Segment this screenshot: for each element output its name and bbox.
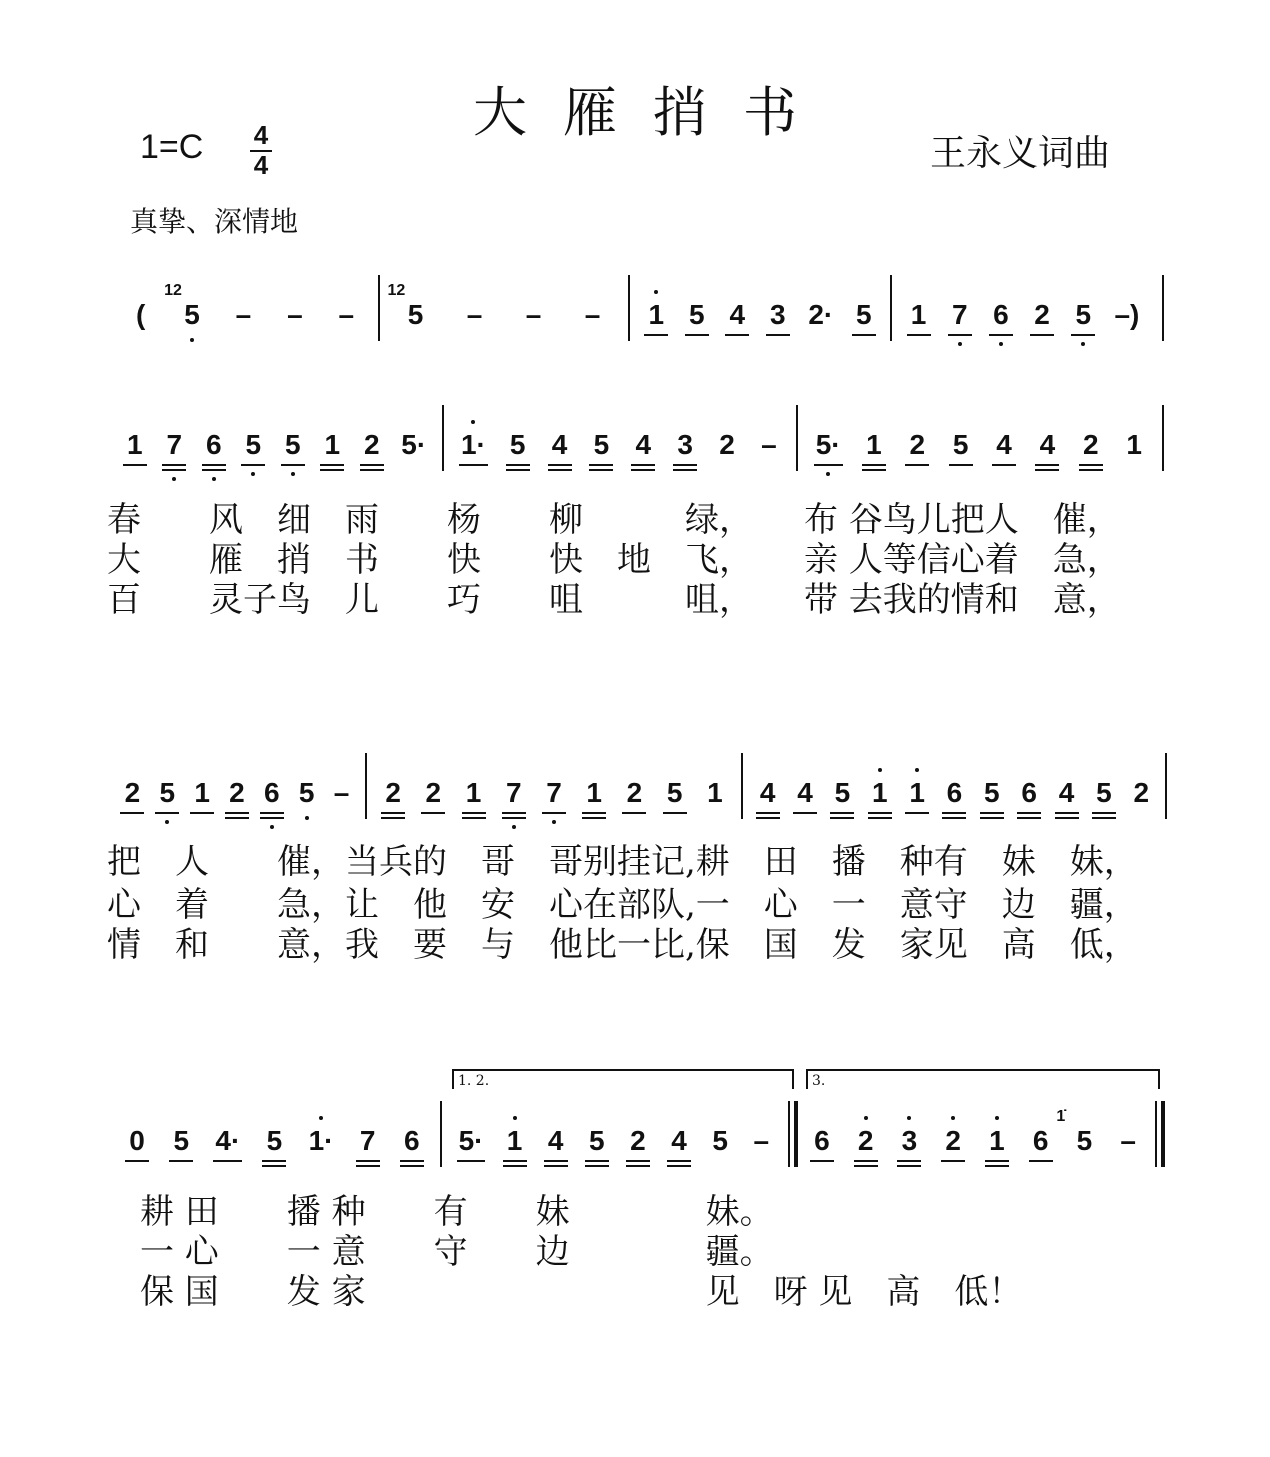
note — [907, 776, 927, 810]
note-digit: 7 — [546, 777, 562, 808]
low-octave-dot — [958, 342, 962, 346]
note — [587, 1124, 607, 1158]
measure — [450, 415, 790, 475]
note-digit: ( — [136, 299, 146, 330]
system-1 — [0, 282, 1270, 365]
barline — [378, 275, 380, 341]
composer: 王永义词曲 — [930, 133, 1111, 174]
note — [1019, 776, 1039, 810]
low-octave-dot — [291, 472, 295, 476]
note-digit: 5· — [458, 1125, 484, 1156]
note — [1114, 298, 1139, 332]
note-digit: – — [1120, 1125, 1136, 1156]
note — [987, 1124, 1007, 1158]
high-octave-dot — [878, 768, 882, 772]
note-digit: 2 — [385, 777, 401, 808]
note-digit: 5 — [589, 1125, 605, 1156]
barline — [1162, 405, 1164, 471]
note — [727, 298, 747, 332]
note-digit: 2 — [630, 1125, 646, 1156]
note — [795, 776, 815, 810]
note-digit: 2 — [1034, 299, 1050, 330]
note — [899, 1124, 919, 1158]
volta-3 — [806, 1069, 1160, 1089]
note — [1057, 776, 1077, 810]
note — [1032, 298, 1052, 332]
barline — [442, 405, 444, 471]
note-digit: 5 — [173, 1125, 190, 1156]
note — [262, 776, 282, 810]
note — [717, 428, 737, 462]
note — [808, 298, 833, 332]
note-digit: – — [761, 429, 777, 460]
low-octave-dot — [1081, 342, 1085, 346]
note — [591, 428, 611, 462]
high-octave-dot — [864, 1116, 868, 1120]
note — [982, 776, 1002, 810]
note — [907, 428, 927, 462]
low-octave-dot — [552, 820, 556, 824]
note-digit: 6 — [993, 299, 1009, 330]
note-digit: 1 — [909, 777, 925, 808]
note-digit: 1 — [910, 299, 927, 330]
note — [944, 776, 964, 810]
high-octave-dot — [319, 1116, 323, 1120]
note-digit: – — [333, 777, 350, 808]
note — [991, 298, 1011, 332]
lyric-line: 春 风 细 雨 杨 柳 绿， 布 谷鸟儿把人 催， — [107, 500, 1121, 540]
note — [283, 428, 303, 462]
note — [464, 776, 484, 810]
note-digit: 1· — [308, 1125, 334, 1156]
lyric-line: 大 雁 捎 书 快 快 地 飞， 亲 人等信心着 急， — [107, 540, 1121, 580]
note-digit: 1 — [648, 299, 665, 330]
note-digit: 6 — [1032, 1125, 1049, 1156]
note — [1124, 428, 1144, 462]
note-digit: 1 — [866, 429, 882, 460]
note — [331, 776, 351, 810]
note-digit: 5 — [184, 299, 200, 330]
repeat-end-barline — [788, 1101, 798, 1167]
note-digit: 4 — [1058, 777, 1075, 808]
note — [816, 428, 841, 462]
measure — [898, 285, 1150, 345]
note — [461, 428, 486, 462]
note-digit: 2 — [1133, 777, 1150, 808]
note-digit: 3 — [901, 1125, 918, 1156]
note-digit: 5 — [712, 1125, 728, 1156]
barline — [628, 275, 630, 341]
measure — [800, 1108, 1150, 1171]
barline — [1162, 275, 1164, 341]
high-octave-dot — [471, 420, 475, 424]
note — [687, 298, 707, 332]
note — [1056, 1108, 1094, 1158]
note — [204, 428, 224, 462]
note — [546, 1124, 566, 1158]
note — [131, 298, 151, 332]
note — [227, 776, 247, 810]
note-digit: 5 — [266, 1125, 283, 1156]
lyric-line: 百 灵子鸟 儿 巧 咀 咀， 带 去我的情和 意， — [107, 580, 1121, 620]
note-digit: 1 — [989, 1125, 1005, 1156]
note-digit: 5 — [666, 777, 683, 808]
note — [401, 428, 426, 462]
note — [264, 1124, 284, 1158]
note — [705, 776, 725, 810]
note-digit: 4 — [729, 299, 746, 330]
note-digit: 6 — [404, 1125, 420, 1156]
note — [1094, 776, 1114, 810]
note — [459, 1124, 484, 1158]
note-digit: 4 — [996, 429, 1012, 460]
note-digit: 6 — [1021, 777, 1037, 808]
tempo-marking: 真挚、深情地 — [130, 205, 299, 238]
note-digit: 1 — [194, 777, 210, 808]
grace-note: 1̇ — [1056, 1108, 1066, 1125]
note-digit: 2 — [719, 429, 735, 460]
note-digit: 1 — [707, 777, 723, 808]
final-barline — [1155, 1101, 1165, 1167]
note — [164, 282, 202, 332]
system-3 — [0, 763, 1270, 843]
note-digit: 1 — [506, 1125, 523, 1156]
time-signature-bottom: 4 — [253, 150, 269, 180]
note-digit: 4 — [759, 777, 776, 808]
low-octave-dot — [826, 472, 830, 476]
low-octave-dot — [512, 825, 516, 829]
note-digit: – — [525, 299, 542, 330]
note — [994, 428, 1014, 462]
note — [285, 298, 305, 332]
note — [322, 428, 342, 462]
note-digit: 5 — [509, 429, 526, 460]
grace-note: 12 — [164, 282, 182, 299]
note — [233, 298, 253, 332]
note-digit: 5 — [298, 777, 315, 808]
measure — [386, 282, 622, 345]
note — [909, 298, 929, 332]
note — [192, 776, 212, 810]
note-digit: 3 — [677, 429, 693, 460]
note — [951, 428, 971, 462]
measure — [448, 1111, 782, 1171]
note — [758, 776, 778, 810]
note-digit: 1 — [465, 777, 482, 808]
note-digit: 6 — [946, 777, 963, 808]
note-digit: 2 — [857, 1125, 874, 1156]
note-digit: 2 — [124, 777, 141, 808]
note-digit: 2 — [945, 1125, 961, 1156]
lyric-line: 把 人 催，当兵的 哥 哥别挂记,耕 田 播 种有 妹 妹， — [107, 842, 1138, 882]
note — [157, 776, 177, 810]
high-octave-dot — [995, 1116, 999, 1120]
note — [1131, 776, 1151, 810]
note-digit: 6 — [814, 1125, 830, 1156]
note — [624, 776, 644, 810]
note-digit: 6 — [205, 429, 222, 460]
note — [864, 428, 884, 462]
note-digit: 2 — [1083, 429, 1099, 460]
note-digit: 2 — [229, 777, 245, 808]
low-octave-dot — [999, 342, 1003, 346]
measure — [115, 763, 359, 823]
note — [215, 1124, 240, 1158]
note — [122, 776, 142, 810]
note-digit: 7 — [359, 1125, 376, 1156]
note-digit: 5 — [284, 429, 301, 460]
note — [710, 1124, 730, 1158]
low-octave-dot — [251, 472, 255, 476]
note-digit: 4 — [671, 1125, 687, 1156]
barline — [440, 1101, 442, 1167]
measure — [373, 763, 735, 823]
low-octave-dot — [212, 477, 216, 481]
note — [751, 1124, 771, 1158]
volta-1-2 — [452, 1069, 794, 1089]
note — [870, 776, 890, 810]
low-octave-dot — [305, 816, 309, 820]
note — [856, 1124, 876, 1158]
note-digit: 5 — [1075, 299, 1092, 330]
note-digit: 4 — [547, 1125, 564, 1156]
note-digit: 5 — [952, 429, 969, 460]
note — [309, 1124, 334, 1158]
volta-label: 3. — [812, 1073, 826, 1089]
note-digit: 5 — [834, 777, 851, 808]
lyric-line: 心 着 急，让 他 安 心在部队,一 心 一 意守 边 疆， — [107, 885, 1138, 925]
barline — [890, 275, 892, 341]
high-octave-dot — [915, 768, 919, 772]
note-digit: – — [466, 299, 483, 330]
note-digit: 4· — [215, 1125, 241, 1156]
note-digit: 4 — [551, 429, 568, 460]
low-octave-dot — [172, 477, 176, 481]
note-digit: 5 — [855, 299, 872, 330]
note — [465, 298, 485, 332]
high-octave-dot — [907, 1116, 911, 1120]
key-signature: 1=C — [140, 128, 204, 166]
song-title: 大雁捎书 — [473, 81, 833, 144]
lyric-line: 保 国 发 家 见 呀 见 高 低！ — [140, 1272, 1023, 1312]
note-digit: 2 — [626, 777, 643, 808]
note — [243, 428, 263, 462]
note — [423, 776, 443, 810]
barline — [796, 405, 798, 471]
note — [669, 1124, 689, 1158]
note — [646, 298, 666, 332]
note-digit: 4 — [1039, 429, 1056, 460]
note — [768, 298, 788, 332]
note — [362, 428, 382, 462]
note-digit: 7 — [166, 429, 183, 460]
note — [1081, 428, 1101, 462]
note-digit: – — [584, 299, 601, 330]
lyric-line: 一 心 一 意 守 边 疆。 — [140, 1232, 774, 1272]
note-digit: 2 — [909, 429, 926, 460]
note-digit: 2· — [808, 299, 834, 330]
note-digit: 7 — [505, 777, 522, 808]
note-digit: 5· — [401, 429, 427, 460]
low-octave-dot — [190, 338, 194, 342]
note — [633, 428, 653, 462]
note — [164, 428, 184, 462]
low-octave-dot — [270, 825, 274, 829]
note — [675, 428, 695, 462]
note — [505, 1124, 525, 1158]
note — [1037, 428, 1057, 462]
note-digit: – — [235, 299, 252, 330]
note — [1031, 1124, 1051, 1158]
note — [628, 1124, 648, 1158]
note-digit: 2 — [363, 429, 380, 460]
note-digit: 5 — [1096, 777, 1112, 808]
measure — [115, 282, 372, 345]
note — [550, 428, 570, 462]
note — [524, 298, 544, 332]
note-digit: 5 — [159, 777, 176, 808]
note — [583, 298, 603, 332]
lyric-line: 耕 田 播 种 有 妹 妹。 — [140, 1192, 774, 1232]
low-octave-dot — [165, 820, 169, 824]
note — [759, 428, 779, 462]
volta-label: 1. 2. — [458, 1073, 490, 1089]
note — [943, 1124, 963, 1158]
note — [812, 1124, 832, 1158]
note — [1073, 298, 1093, 332]
measure — [749, 763, 1160, 823]
note-digit: 2 — [425, 777, 442, 808]
measure — [636, 285, 884, 345]
high-octave-dot — [513, 1116, 517, 1120]
note-digit: 1· — [460, 429, 486, 460]
note — [504, 776, 524, 810]
note-digit: 5 — [1076, 1125, 1093, 1156]
note — [336, 298, 356, 332]
barline — [741, 753, 743, 819]
note-digit: 1 — [126, 429, 143, 460]
note-digit: – — [287, 299, 303, 330]
note-digit: 1 — [871, 777, 888, 808]
system-2 — [0, 415, 1270, 495]
note-digit: 5 — [688, 299, 705, 330]
note — [125, 428, 145, 462]
note-digit: 0 — [129, 1125, 145, 1156]
note-digit: 5 — [593, 429, 610, 460]
note-digit: 1 — [1126, 429, 1142, 460]
system-4 — [0, 1073, 1270, 1191]
note — [402, 1124, 422, 1158]
grace-note: 12 — [387, 282, 406, 299]
barline — [365, 753, 367, 819]
measure — [115, 415, 436, 475]
note-digit: 5· — [815, 429, 841, 460]
note-digit: 4 — [797, 777, 813, 808]
high-octave-dot — [654, 290, 658, 294]
time-signature-top: 4 — [253, 120, 269, 150]
note — [832, 776, 852, 810]
lyric-line: 情 和 意，我 要 与 他比一比,保 国 发 家见 高 低， — [107, 925, 1138, 965]
note — [358, 1124, 378, 1158]
note-digit: 4 — [635, 429, 652, 460]
note — [544, 776, 564, 810]
note-digit: – — [338, 299, 355, 330]
note-digit: 5 — [984, 777, 1000, 808]
note — [127, 1124, 147, 1158]
measure — [804, 415, 1156, 475]
note-digit: 3 — [770, 299, 786, 330]
note-digit: –) — [1114, 299, 1140, 330]
barline — [1165, 753, 1167, 819]
note-digit: 5 — [407, 299, 424, 330]
note-digit: 5 — [245, 429, 262, 460]
note — [854, 298, 874, 332]
note-digit: 6 — [264, 777, 280, 808]
note — [584, 776, 604, 810]
note — [508, 428, 528, 462]
note — [1118, 1124, 1138, 1158]
note — [297, 776, 317, 810]
note — [171, 1124, 191, 1158]
note-digit: – — [753, 1125, 770, 1156]
note — [665, 776, 685, 810]
note-digit: 1 — [324, 429, 341, 460]
note — [387, 282, 426, 332]
note-digit: 7 — [951, 299, 968, 330]
note — [383, 776, 403, 810]
note-digit: 1 — [586, 777, 602, 808]
high-octave-dot — [951, 1116, 955, 1120]
note — [950, 298, 970, 332]
measure — [115, 1111, 434, 1171]
